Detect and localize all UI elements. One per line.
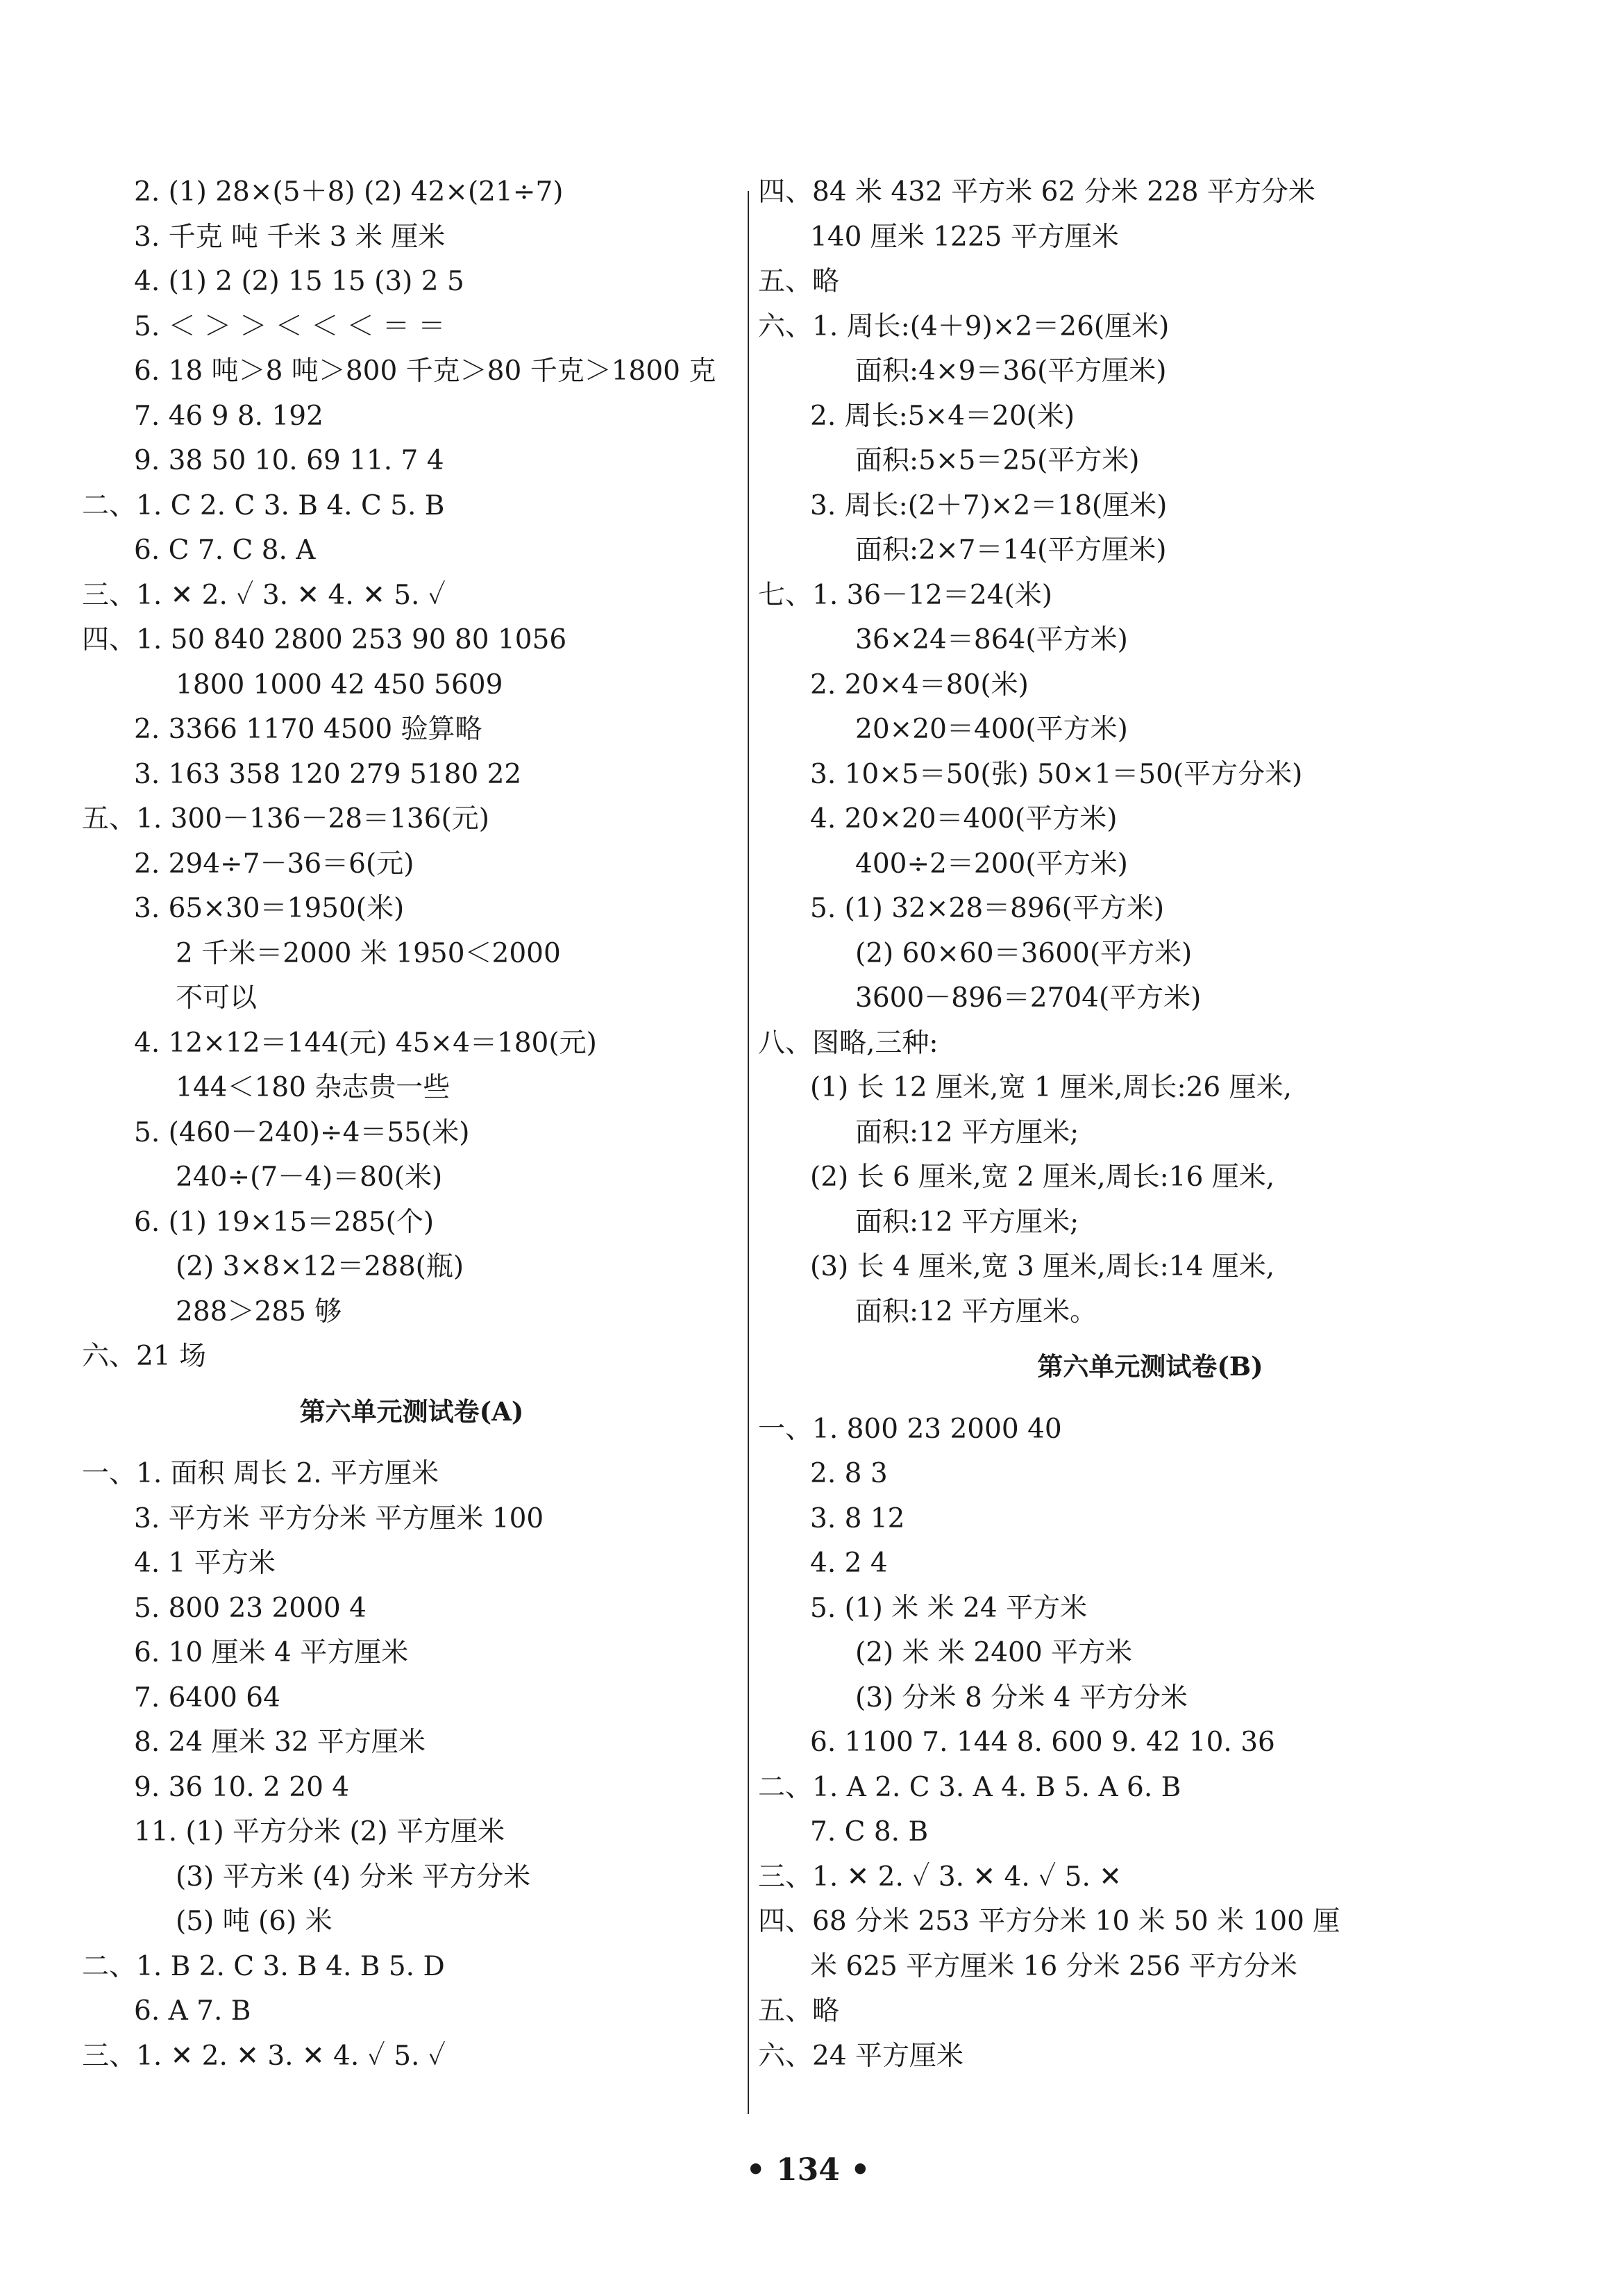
answer-line: 5. ＜ ＞ ＞ ＜ ＜ ＜ ＝ ＝ [134, 310, 446, 342]
answer-line: 7. 46 9 8. 192 [134, 400, 323, 432]
answer-block-unit5 [82, 170, 741, 1380]
section-title-unit6-b: 第六单元测试卷(B) [1037, 1351, 1263, 1382]
answer-line: 不可以 [176, 982, 258, 1014]
answer-line: 9. 38 50 10. 69 11. 7 4 [134, 445, 444, 476]
answer-line: 五、略 [758, 1995, 840, 2027]
answer-line: 七、1. 36－12＝24(米) [758, 579, 1052, 611]
answer-line: 3. 163 358 120 279 5180 22 [134, 758, 522, 790]
answer-line: 四、84 米 432 平方米 62 分米 228 平方分米 [758, 176, 1315, 208]
right-column [758, 170, 1542, 2079]
answer-line: (2) 3×8×12＝288(瓶) [176, 1251, 464, 1282]
answer-line: 2. 8 3 [810, 1458, 888, 1489]
answer-line: 二、1. A 2. C 3. A 4. B 5. A 6. B [758, 1771, 1181, 1803]
answer-line: 1800 1000 42 450 5609 [176, 669, 503, 701]
answer-line: 6. 10 厘米 4 平方厘米 [134, 1637, 409, 1668]
answer-line: 3. 千克 吨 千米 3 米 厘米 [134, 221, 446, 253]
answer-line: 三、1. ✕ 2. ✓ 3. ✕ 4. ✓ 5. ✕ [758, 1861, 1122, 1893]
answer-line: 一、1. 800 23 2000 40 [758, 1413, 1062, 1445]
answer-line: (2) 60×60＝3600(平方米) [855, 937, 1193, 969]
answer-line: 140 厘米 1225 平方厘米 [810, 221, 1119, 253]
answer-line: 3. 65×30＝1950(米) [134, 893, 405, 924]
answer-line: (2) 米 米 2400 平方米 [855, 1637, 1133, 1668]
answer-line: 面积:5×5＝25(平方米) [855, 445, 1140, 476]
answer-line: 4. (1) 2 (2) 15 15 (3) 2 5 [134, 266, 464, 297]
answer-line: 5. (460－240)÷4＝55(米) [134, 1116, 470, 1148]
answer-line: 5. (1) 32×28＝896(平方米) [810, 893, 1165, 924]
answer-line: 面积:2×7＝14(平方厘米) [855, 535, 1167, 566]
answer-line: 3. 10×5＝50(张) 50×1＝50(平方分米) [810, 758, 1303, 790]
answer-line: 4. 20×20＝400(平方米) [810, 803, 1118, 835]
answer-line: 六、21 场 [82, 1341, 207, 1372]
answer-line: 4. 1 平方米 [134, 1548, 276, 1579]
answer-line: 400÷2＝200(平方米) [855, 848, 1128, 880]
answer-line: 240÷(7－4)＝80(米) [176, 1162, 443, 1193]
answer-line: 2. 294÷7－36＝6(元) [134, 848, 414, 880]
answer-line: 5. (1) 米 米 24 平方米 [810, 1592, 1088, 1624]
answer-line: 四、1. 50 840 2800 253 90 80 1056 [82, 624, 567, 655]
answer-block-unit6-b [758, 1407, 1542, 2079]
answer-block-unit6-a-continued [758, 170, 1542, 1334]
left-column [82, 170, 741, 2079]
page-number: • 134 • [746, 2152, 870, 2188]
answer-line: 三、1. ✕ 2. ✓ 3. ✕ 4. ✕ 5. ✓ [82, 579, 446, 611]
answer-line: 3600－896＝2704(平方米) [855, 982, 1202, 1014]
answer-line: (3) 平方米 (4) 分米 平方分米 [176, 1861, 531, 1893]
answer-line: (5) 吨 (6) 米 [176, 1906, 333, 1937]
answer-line: 面积:12 平方厘米。 [855, 1296, 1097, 1327]
answer-line: 3. 8 12 [810, 1502, 905, 1534]
answer-line: 7. 6400 64 [134, 1682, 280, 1713]
answer-line: 6. 18 吨＞8 吨＞800 千克＞80 千克＞1800 克 [134, 355, 716, 387]
answer-line: 4. 12×12＝144(元) 45×4＝180(元) [134, 1027, 597, 1059]
answer-line: 2 千米＝2000 米 1950＜2000 [176, 937, 561, 969]
answer-line: 3. 平方米 平方分米 平方厘米 100 [134, 1502, 544, 1534]
answer-line: 6. 1100 7. 144 8. 600 9. 42 10. 36 [810, 1727, 1275, 1758]
answer-line: 5. 800 23 2000 4 [134, 1592, 367, 1624]
answer-line: 三、1. ✕ 2. ✕ 3. ✕ 4. ✓ 5. ✓ [82, 2040, 446, 2072]
answer-line: (2) 长 6 厘米,宽 2 厘米,周长:16 厘米, [810, 1162, 1275, 1193]
answer-line: 2. 20×4＝80(米) [810, 669, 1029, 701]
answer-line: 2. (1) 28×(5＋8) (2) 42×(21÷7) [134, 176, 564, 208]
answer-line: 面积:12 平方厘米; [855, 1116, 1079, 1148]
answer-line: 面积:12 平方厘米; [855, 1206, 1079, 1238]
answer-line: 2. 周长:5×4＝20(米) [810, 400, 1075, 432]
answer-line: 八、图略,三种: [758, 1027, 939, 1059]
answer-line: 9. 36 10. 2 20 4 [134, 1771, 350, 1803]
answer-line: 一、1. 面积 周长 2. 平方厘米 [82, 1458, 439, 1489]
answer-line: 五、略 [758, 266, 840, 297]
answer-line: 6. C 7. C 8. A [134, 535, 316, 566]
answer-line: (1) 长 12 厘米,宽 1 厘米,周长:26 厘米, [810, 1072, 1293, 1103]
answer-line: 11. (1) 平方分米 (2) 平方厘米 [134, 1816, 505, 1847]
answer-line: 六、1. 周长:(4＋9)×2＝26(厘米) [758, 310, 1170, 342]
answer-line: 6. A 7. B [134, 1995, 251, 2027]
answer-line: 六、24 平方厘米 [758, 2040, 964, 2072]
answer-line: 144＜180 杂志贵一些 [176, 1072, 451, 1103]
answer-line: 36×24＝864(平方米) [855, 624, 1128, 655]
column-divider [748, 191, 749, 2114]
answer-line: 7. C 8. B [810, 1816, 929, 1847]
answer-line: (3) 长 4 厘米,宽 3 厘米,周长:14 厘米, [810, 1251, 1275, 1282]
answer-line: (3) 分米 8 分米 4 平方分米 [855, 1682, 1188, 1713]
answer-line: 2. 3366 1170 4500 验算略 [134, 714, 482, 745]
answer-line: 面积:4×9＝36(平方厘米) [855, 355, 1167, 387]
answer-line: 四、68 分米 253 平方分米 10 米 50 米 100 厘 [758, 1906, 1340, 1937]
answer-line: 米 625 平方厘米 16 分米 256 平方分米 [810, 1950, 1297, 1982]
answer-line: 8. 24 厘米 32 平方厘米 [134, 1727, 426, 1758]
section-title-unit6-a: 第六单元测试卷(A) [299, 1396, 524, 1427]
answer-line: 二、1. C 2. C 3. B 4. C 5. B [82, 489, 445, 521]
answer-line: 20×20＝400(平方米) [855, 714, 1128, 745]
answer-block-unit6-a [82, 1452, 741, 2079]
answer-line: 二、1. B 2. C 3. B 4. B 5. D [82, 1950, 445, 1982]
answer-line: 4. 2 4 [810, 1548, 888, 1579]
answer-line: 五、1. 300－136－28＝136(元) [82, 803, 489, 835]
answer-line: 6. (1) 19×15＝285(个) [134, 1206, 435, 1238]
answer-line: 288＞285 够 [176, 1296, 342, 1327]
answer-line: 3. 周长:(2＋7)×2＝18(厘米) [810, 489, 1168, 521]
